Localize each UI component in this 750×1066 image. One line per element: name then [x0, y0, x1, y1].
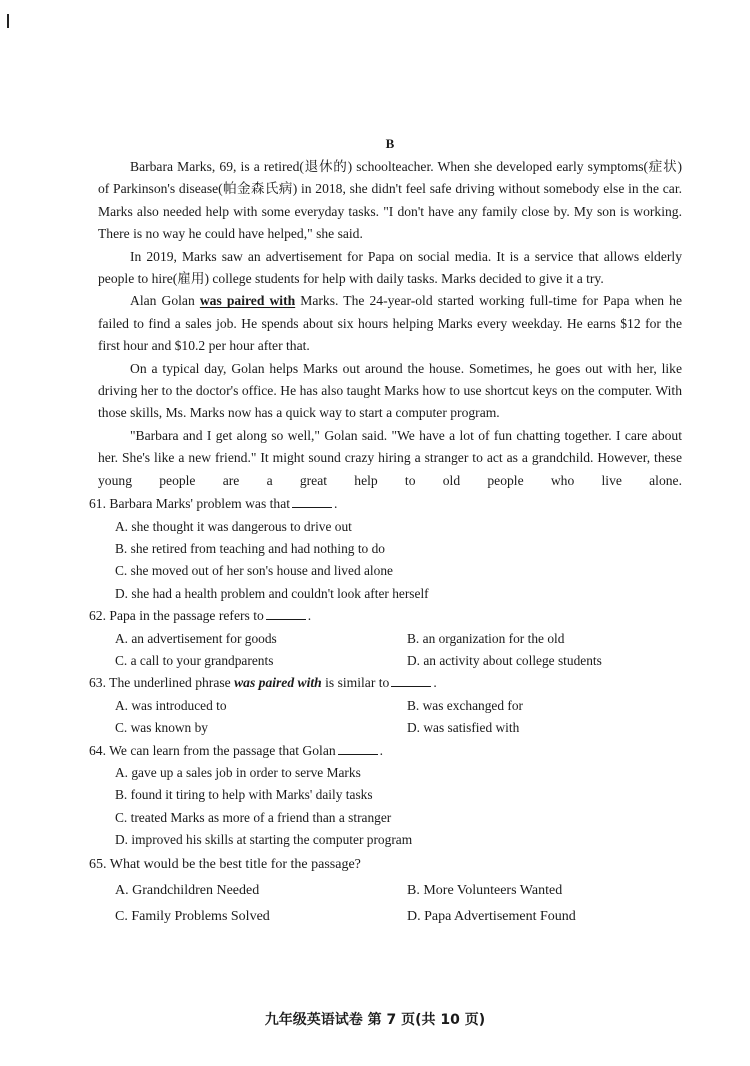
- stem-text: 62. Papa in the passage refers to: [89, 608, 264, 624]
- stem-phrase: was paired with: [234, 675, 322, 691]
- question-list: [89, 493, 682, 930]
- question-64: [89, 740, 682, 852]
- question-63: [89, 672, 682, 739]
- paragraph-text: Marks. The 24-year-old started working full-time for Papa when he failed to find a sales job. He spends about six hours helping Marks every weekday. He earns $12 for the first hour and $10.2 per hour after that.: [98, 293, 682, 354]
- option-c: C. she moved out of her son's house and lived alone: [115, 563, 393, 579]
- stem-text: 61. Barbara Marks' problem was that: [89, 496, 291, 512]
- option-b: B. found it tiring to help with Marks' daily tasks: [115, 787, 373, 803]
- stem-text: .: [433, 675, 437, 691]
- option-a: A. an advertisement for goods: [115, 630, 277, 646]
- question-65: [89, 852, 682, 930]
- stem-text: is similar to: [325, 675, 390, 691]
- passage-paragraph-5: "Barbara and I get along so well," Golan said. "We have a lot of fun chatting together. I care about her. She's like a new friend." It might sound crazy hiring a stranger to act as a grandchild. However, these young people are a great help to old people who live alone.: [98, 427, 682, 488]
- option-b: B. More Volunteers Wanted: [407, 882, 563, 898]
- option-a: A. was introduced to: [115, 697, 227, 713]
- option-d: D. was satisfied with: [407, 720, 520, 736]
- options: [89, 516, 682, 606]
- question-stem: 65. What would be the best title for the passage?: [89, 856, 361, 872]
- question-stem: [89, 605, 682, 627]
- option-d: D. improved his skills at starting the computer program: [115, 832, 413, 848]
- options: [89, 695, 682, 740]
- option-d: D. Papa Advertisement Found: [407, 908, 576, 924]
- answer-blank: [292, 494, 332, 508]
- option-c: C. was known by: [115, 720, 208, 736]
- option-c: C. Family Problems Solved: [115, 908, 270, 924]
- option-d: D. she had a health problem and couldn't look after herself: [115, 585, 429, 601]
- answer-blank: [338, 741, 378, 755]
- underlined-phrase: was paired with: [199, 293, 296, 309]
- option-c: C. a call to your grandparents: [115, 652, 274, 668]
- question-61: [89, 493, 682, 605]
- passage-paragraph-2: In 2019, Marks saw an advertisement for Papa on social media. It is a service that allows elderly people to hire(雇用) college students for help with daily tasks. Marks decided to give it a try.: [98, 248, 682, 287]
- question-stem: [89, 740, 682, 762]
- option-b: B. she retired from teaching and had nothing to do: [115, 540, 385, 556]
- option-a: A. gave up a sales job in order to serve Marks: [115, 764, 361, 780]
- options: [89, 628, 682, 673]
- passage-paragraph-3: [98, 290, 682, 357]
- paragraph-text: Alan Golan: [130, 293, 200, 309]
- option-c: C. treated Marks as more of a friend than a stranger: [115, 809, 392, 825]
- answer-blank: [266, 606, 306, 620]
- question-stem: [89, 493, 682, 515]
- option-d: D. an activity about college students: [407, 652, 602, 668]
- stem-text: .: [379, 742, 384, 758]
- scan-corner-mark: [7, 14, 9, 28]
- option-a: A. she thought it was dangerous to drive out: [115, 518, 352, 534]
- stem-text: 63. The underlined phrase: [89, 675, 231, 691]
- stem-text: 64. We can learn from the passage that Golan: [89, 742, 336, 758]
- stem-text: .: [334, 496, 338, 512]
- passage-paragraph-4: On a typical day, Golan helps Marks out around the house. Sometimes, he goes out with her, like driving her to the doctor's office. He has also taught Marks how to use shortcut keys on the computer. With those skills, Ms. Marks now has a quick way to start a computer program.: [98, 360, 682, 421]
- option-b: B. an organization for the old: [407, 630, 565, 646]
- option-a: A. Grandchildren Needed: [115, 882, 260, 898]
- section-title: B: [385, 136, 395, 151]
- reading-passage: [98, 156, 682, 492]
- page-footer: 九年级英语试卷 第 7 页(共 10 页): [264, 1012, 486, 1028]
- option-b: B. was exchanged for: [407, 697, 524, 713]
- options: [89, 762, 682, 852]
- passage-paragraph-1: Barbara Marks, 69, is a retired(退休的) schoolteacher. When she developed early symptoms(症状) of Parkinson's disease(帕金森氏病) in 2018, she didn't feel safe driving without somebody else in the car. Marks also needed help with some everyday tasks. "I don't have any family close by. My son is working. There is no way he could have helped," she said.: [98, 159, 682, 242]
- exam-page: [89, 136, 682, 930]
- stem-text: .: [307, 608, 312, 624]
- question-stem: [89, 672, 682, 694]
- answer-blank: [391, 673, 431, 687]
- question-62: [89, 605, 682, 672]
- options: [89, 878, 682, 930]
